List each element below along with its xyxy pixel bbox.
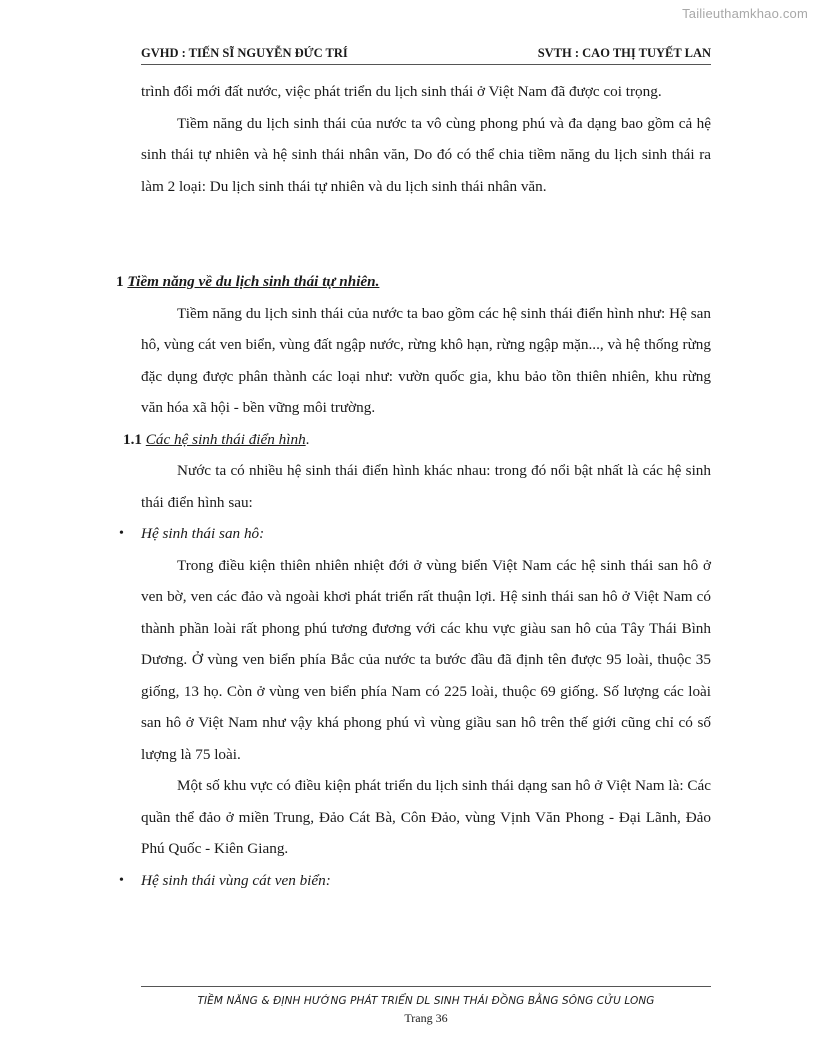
bullet-icon: • [119, 872, 124, 888]
bullet-label: Hệ sinh thái vùng cát ven biển: [141, 871, 331, 889]
document-body [116, 76, 711, 896]
watermark: Tailieuthamkhao.com [682, 6, 808, 21]
subsection-number: 1.1 [123, 430, 142, 448]
header-advisor: GVHD : TIẾN SĨ NGUYỄN ĐỨC TRÍ [141, 46, 348, 60]
bullet-sand-ecosystem [119, 865, 711, 897]
bullet-icon: • [119, 526, 124, 541]
section-title: Tiềm năng về du lịch sinh thái tự nhiên. [127, 273, 380, 290]
page-header [141, 44, 711, 65]
spacer [141, 202, 711, 266]
paragraph-coral-details: Trong điều kiện thiên nhiên nhiệt đới ở vùng biển Việt Nam các hệ sinh thái san hô ở ven bờ, ven các đảo và ngoài khơi phát triển rất thuận lợi. Hệ sinh thái san hô ở Việt Nam có thành phần loài rất phong phú tương đương với các khu vực giàu san hô của Tây Thái Bình Dương. Ở vùng ven biển phía Bắc của nước ta bước đầu đã định tên được 95 loài, thuộc 35 giống, 13 họ. Còn ở vùng ven biển phía Nam có 225 loài, thuộc 69 giống. Số lượng các loài san hô ở Việt Nam như vậy khá phong phú vì vùng giầu san hô trên thế giới cũng chỉ có số lượng là 75 loài. [141, 556, 711, 763]
header-student: SVTH : CAO THỊ TUYẾT LAN [537, 46, 711, 60]
subsection-suffix: . [305, 430, 310, 448]
subsection-title: Các hệ sinh thái điển hình [145, 430, 306, 448]
section-heading-1-1 [123, 424, 693, 456]
page-footer [141, 986, 711, 1026]
paragraph-natural-potential: Tiềm năng du lịch sinh thái của nước ta bao gồm các hệ sinh thái điển hình như: Hệ san hô, vùng cát ven biển, vùng đất ngập nước, rừng khô hạn, rừng ngập mặn..., và hệ thống rừng đặc dụng được phân thành các loại như: vườn quốc gia, khu bảo tồn thiên nhiên, khu rừng văn hóa xã hội - bền vững môi trường. [141, 304, 711, 416]
page-number: Trang 36 [404, 1011, 448, 1025]
paragraph-potential-intro: Tiềm năng du lịch sinh thái của nước ta vô cùng phong phú và đa dạng bao gồm cả hệ sinh thái tự nhiên và hệ sinh thái nhân văn, Do đó có thể chia tiềm năng du lịch sinh thái ra làm 2 loại: Du lịch sinh thái tự nhiên và du lịch sinh thái nhân văn. [141, 114, 711, 195]
paragraph-coral-areas: Một số khu vực có điều kiện phát triển du lịch sinh thái dạng san hô ở Việt Nam là: Các quần thể đảo ở miền Trung, Đảo Cát Bà, Côn Đảo, vùng Vịnh Văn Phong - Đại Lãnh, Đảo Phú Quốc - Kiên Giang. [141, 777, 711, 857]
section-heading-1 [116, 266, 686, 298]
section-number: 1 [116, 273, 124, 290]
bullet-coral-ecosystem [119, 518, 711, 550]
paragraph-ecosystems-intro: Nước ta có nhiều hệ sinh thái điển hình khác nhau: trong đó nổi bật nhất là các hệ sinh thái điển hình sau: [141, 462, 711, 511]
bullet-label: Hệ sinh thái san hô: [141, 525, 265, 542]
paragraph-continued: trình đổi mới đất nước, việc phát triển du lịch sinh thái ở Việt Nam đã được coi trọng. [141, 83, 662, 100]
footer-title: TIỀM NĂNG & ĐỊNH HƯỚNG PHÁT TRIỂN DL SINH THÁI ĐỒNG BẰNG SÔNG CỬU LONG [197, 995, 655, 1007]
